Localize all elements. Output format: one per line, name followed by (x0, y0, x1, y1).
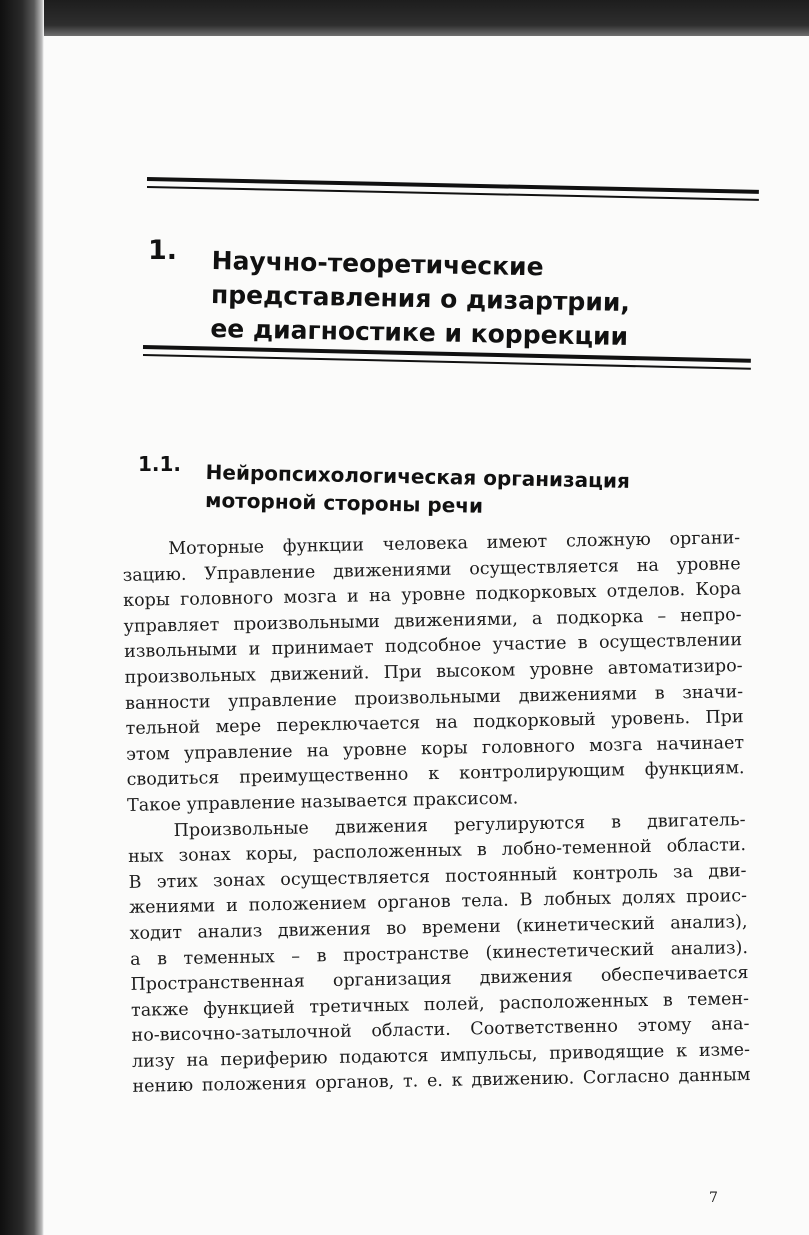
text-line: Пространственная организация движения обеспечивается (130, 963, 749, 996)
text-line: ходит анализ движения во времени (кинетический анализ), (129, 911, 748, 944)
text-line: Такое управление называется праксисом. (126, 788, 519, 816)
text-line: ных зонах коры, расположенных в лобно-теменной области. (127, 835, 747, 868)
chapter-title-line: представления о дизартрии, (210, 279, 631, 318)
section-title-line: Нейропсихологическая организация (205, 459, 631, 493)
section-title (205, 458, 726, 525)
text-line: но-височно-затылочной области. Соответственно этому ана- (131, 1014, 750, 1047)
text-line: лизу на периферию подаются импульсы, приводящие к изме- (131, 1039, 751, 1072)
section-number: 1.1. (138, 452, 182, 476)
text-line: произвольных движений. При высоком уровне автоматизиро- (124, 656, 743, 688)
text-line: Моторные функции человека имеют сложную органи- (168, 528, 741, 560)
chapter-title-line: ее диагностике и коррекции (210, 313, 629, 352)
section-title-line: моторной стороны речи (204, 487, 484, 518)
text-line: управляет произвольными движениями, а подкорка – непро- (123, 604, 742, 637)
paragraph (127, 808, 750, 1101)
page-number: 7 (709, 1190, 718, 1206)
paragraph (122, 526, 745, 819)
text-line: жениями и положением органов тела. В лобных долях проис- (128, 886, 748, 919)
text-line: тельной мере переключается на подкорковый уровень. При (125, 707, 744, 740)
text-line: зацию. Управление движениями осуществляется на уровне (122, 553, 741, 586)
chapter-number: 1. (148, 235, 178, 266)
chapter-title-line: Научно-теоретические (211, 245, 544, 282)
text-line: нению положения органов, т. е. к движению. Согласно данным (132, 1065, 751, 1098)
body-text (122, 526, 751, 1101)
text-line: а в теменных – в пространстве (кинестетический анализ). (129, 937, 749, 970)
text-line: этом управление на уровне коры головного мозга начинает (125, 732, 745, 765)
text-line: ванности управление произвольными движениями в значи- (124, 681, 744, 714)
text-line: В этих зонах осуществляется постоянный контроль за дви- (128, 860, 747, 893)
scan-binding-shadow (0, 0, 44, 1235)
chapter-title (210, 244, 682, 355)
text-line: Произвольные движения регулируются в двигатель- (173, 809, 746, 841)
scan-top-edge (0, 0, 809, 36)
text-line: извольными и принимает подсобное участие в осуществлении (124, 630, 743, 663)
text-line: сводиться преимущественно к контролирующим функциям. (126, 758, 745, 791)
text-line: коры головного мозга и на уровне подкорковых отделов. Кора (123, 579, 742, 612)
text-line: также функцией третичных полей, расположенных в темен- (130, 988, 750, 1021)
